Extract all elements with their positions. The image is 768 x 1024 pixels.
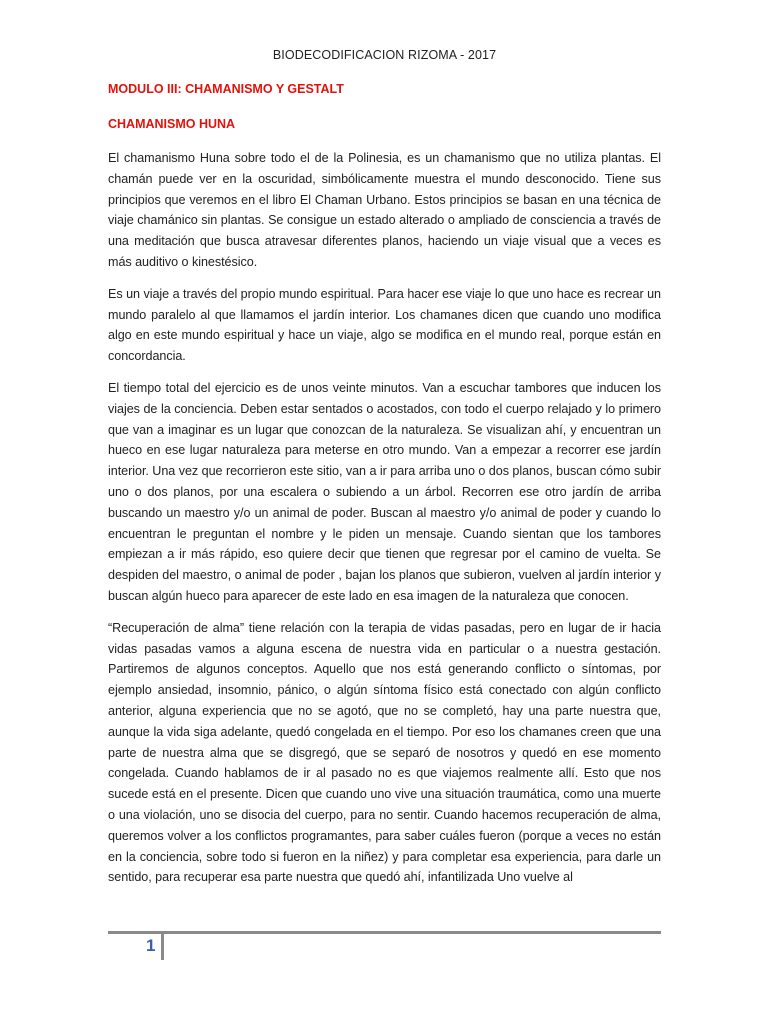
document-page [108,0,661,1024]
running-header: BIODECODIFICACION RIZOMA - 2017 [272,48,497,62]
paragraph: Es un viaje a través del propio mundo espiritual. Para hacer ese viaje lo que uno hace es recrear un mundo paralelo al que llamamos el jardín interior. Los chamanes dicen que cuando uno modifica algo en este mundo espiritual y hace un viaje, algo se modifica en el mundo real, porque están en concordancia. [108,286,661,364]
paragraph: El tiempo total del ejercicio es de unos veinte minutos. Van a escuchar tambores que inducen los viajes de la conciencia. Deben estar sentados o acostados, con todo el cuerpo relajado y lo primero que van a imaginar es un lugar que conozcan de la naturaleza. Se visualizan ahí, y encuentran un hueco en ese lugar naturaleza para meterse en otro mundo. Van a empezar a recorrer ese jardín interior. Una vez que recorrieron este sitio, van a ir para arriba uno o dos planos, buscan cómo subir uno o dos planos, por una escalera o subiendo a un árbol. Recorren ese otro jardín de arriba buscando un maestro y/o un animal de poder. Buscan al maestro y/o animal de poder y cuando lo encuentran le preguntan el nombre y le piden un mensaje. Cuando sientan que los tambores empiezan a ir más rápido, eso quiere decir que tienen que regresar por el camino de vuelta. Se despiden del maestro, o animal de poder , bajan los planos que subieron, vuelven al jardín interior y buscan algún hueco para aparecer de este lado en esa imagen de la naturaleza que conocen. [108,380,661,603]
paragraph: El chamanismo Huna sobre todo el de la Polinesia, es un chamanismo que no utiliza plantas. El chamán puede ver en la oscuridad, simbólicamente muestra el mundo desconocido. Tiene sus principios que veremos en el libro El Chaman Urbano. Estos principios se basan en una técnica de viaje chamánico sin plantas. Se consigue un estado alterado o ampliado de consciencia a través de una meditación que busca atravesar diferentes planos, haciendo un viaje visual que a veces es más auditivo o kinestésico. [108,151,661,269]
section-title: CHAMANISMO HUNA [108,117,236,131]
paragraph: “Recuperación de alma” tiene relación con la terapia de vidas pasadas, pero en lugar de ir hacia vidas pasadas vamos a alguna escena de nuestra vida en particular o a nuestra gestación. Partiremos de algunos conceptos. Aquello que nos está generando conflicto o síntomas, por ejemplo ansiedad, insomnio, pánico, o algún síntoma físico está conectado con algún conflicto anterior, alguna experiencia que no se agotó, que no se completó, hay una parte nuestra que, aunque la vida siga adelante, quedó congelada en el tiempo. Por eso los chamanes creen que una parte de nuestra alma que se disgregó, que se separó de nosotros y quedó en ese momento congelada. Cuando hablamos de ir al pasado no es que viajemos realmente allí. Esto que nos sucede está en el presente. Dicen que cuando uno vive una situación traumática, como una muerte o una violación, uno se disocia del cuerpo, para no sentir. Cuando hacemos recuperación de alma, queremos volver a los conflictos programantes, para saber cuáles fueron (porque a veces no están en la conciencia, sobre todo si fueron en la niñez) y para completar esa experiencia, para darle un sentido, para recuperar esa parte nuestra que quedó ahí, infantilizada Uno vuelve al [108,620,661,885]
page-number-divider [161,934,164,960]
body-text [108,148,661,899]
footer-rule [108,931,661,934]
module-title: MODULO III: CHAMANISMO Y GESTALT [108,82,344,96]
page-number: 1 [146,936,156,955]
